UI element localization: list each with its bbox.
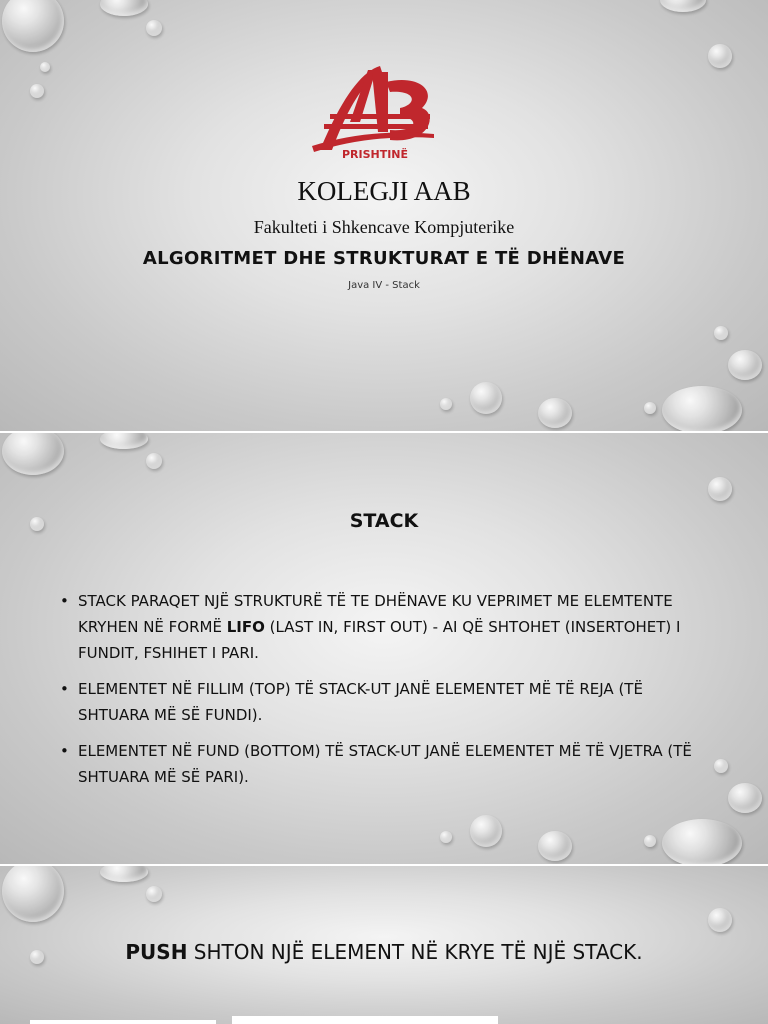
water-drop	[100, 0, 148, 16]
water-drop	[2, 866, 64, 922]
course-title: ALGORITMET DHE STRUKTURAT E TË DHËNAVE	[142, 248, 626, 269]
water-drop	[644, 402, 656, 414]
water-drop	[660, 0, 706, 12]
slide-title: STACK	[349, 510, 419, 532]
bullet-list	[60, 588, 710, 800]
next-slide-edge	[232, 1016, 498, 1024]
aab-logo	[310, 62, 440, 162]
water-drop	[708, 44, 732, 68]
water-drop	[728, 783, 762, 813]
water-drop	[538, 831, 572, 861]
faculty-name: Fakulteti i Shkencave Kompjuterike	[253, 217, 515, 237]
bullet-item: • ELEMENTET NË FILLIM (TOP) TË STACK-UT JANË ELEMENTET MË TË REJA (TË SHTUARA MË SË FUNDI).	[60, 676, 710, 728]
water-drop	[708, 908, 732, 932]
water-drop	[662, 386, 742, 431]
svg-text:PRISHTINË: PRISHTINË	[341, 148, 409, 161]
college-name: KOLEGJI AAB	[297, 176, 471, 206]
water-drop	[100, 433, 148, 449]
water-drop	[2, 433, 64, 475]
water-drop	[146, 886, 162, 902]
water-drop	[440, 398, 452, 410]
water-drop	[146, 20, 162, 36]
bullet-item: • ELEMENTET NË FUND (BOTTOM) TË STACK-UT JANË ELEMENTET MË TË VJETRA (TË SHTUARA MË SË PARI).	[60, 738, 710, 790]
water-drop	[728, 350, 762, 380]
push-description: PUSH SHTON NJË ELEMENT NË KRYE TË NJË STACK.	[125, 940, 643, 964]
water-drop	[662, 819, 742, 864]
water-drop	[644, 835, 656, 847]
water-drop	[100, 866, 148, 882]
bullet-item: • STACK PARAQET NJË STRUKTURË TË TE DHËNAVE KU VEPRIMET ME ELEMTENTE KRYHEN NË FORMË LIFO (LAST IN, FIRST OUT) - AI QË SHTOHET (INSERTOHET) I FUNDIT, FSHIHET I PARI.	[60, 588, 710, 666]
water-drop	[470, 382, 502, 414]
water-drop	[30, 84, 44, 98]
water-drop	[470, 815, 502, 847]
water-drop	[708, 477, 732, 501]
water-drop	[714, 759, 728, 773]
water-drop	[714, 326, 728, 340]
slide-subtitle: Java IV - Stack	[348, 280, 420, 291]
title-slide	[0, 0, 768, 431]
water-drop	[40, 62, 50, 72]
water-drop	[146, 453, 162, 469]
water-drop	[440, 831, 452, 843]
water-drop	[538, 398, 572, 428]
water-drop	[2, 0, 64, 52]
next-slide-edge	[30, 1020, 216, 1024]
